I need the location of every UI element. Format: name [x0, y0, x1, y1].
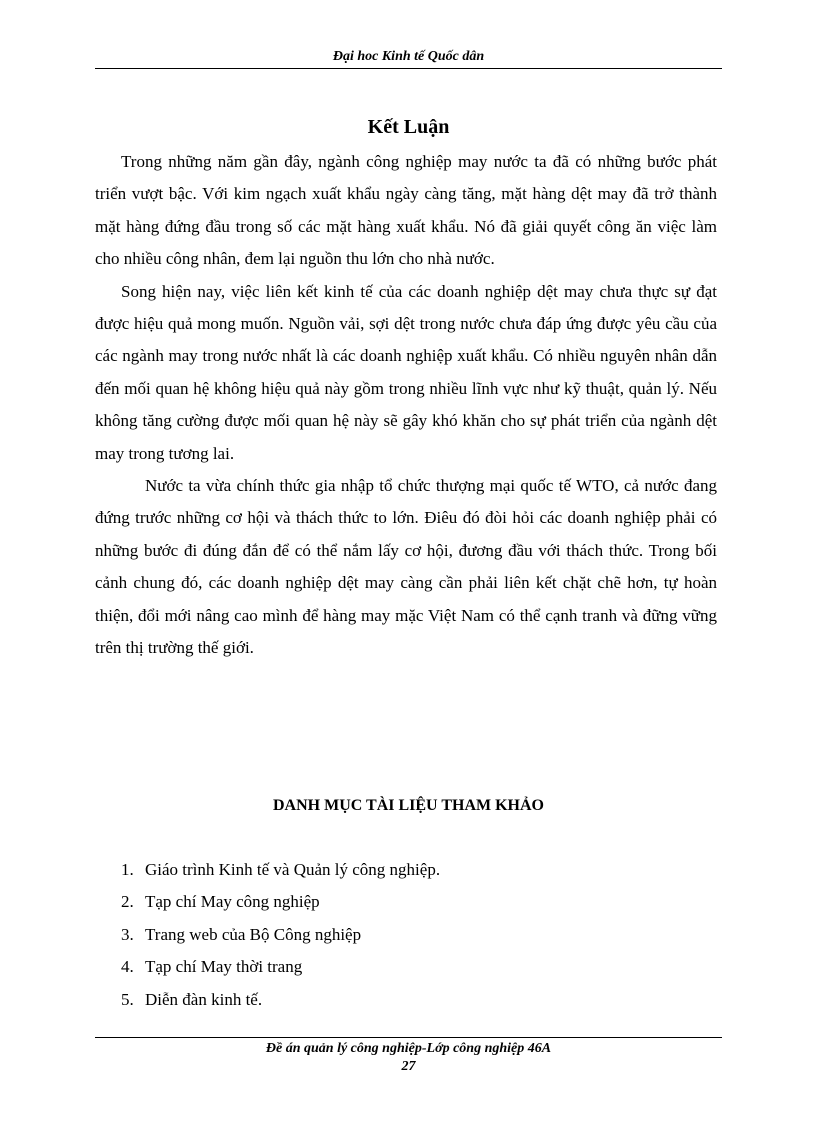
footer-divider	[95, 1037, 722, 1038]
conclusion-body	[95, 146, 717, 665]
reference-number: 2.	[121, 892, 134, 912]
reference-text: Giáo trình Kinh tế và Quản lý công nghiệp.	[145, 860, 441, 879]
reference-item	[121, 951, 440, 983]
references-title: DANH MỤC TÀI LIỆU THAM KHẢO	[273, 797, 544, 814]
reference-item	[121, 886, 440, 918]
page-number: 27	[401, 1059, 416, 1074]
page-footer	[95, 1040, 722, 1076]
reference-text: Tạp chí May thời trang	[145, 957, 303, 977]
reference-number: 1.	[121, 860, 134, 879]
footer-text: Đề án quản lý công nghiệp-Lớp công nghiệp 46A	[265, 1041, 552, 1056]
reference-text: Tạp chí May công nghiệp	[145, 892, 320, 912]
reference-item	[121, 854, 440, 886]
reference-number: 5.	[121, 989, 134, 1009]
paragraph-1: Trong những năm gần đây, ngành công nghiệp may nước ta đã có những bước phát triển vượt bậc. Với kim ngạch xuất khẩu ngày càng tăng, mặt hàng dệt may đã trở thành mặt hàng đứng đầu trong số các mặt hàng xuất khẩu. Nó đã giải quyết công ăn việc làm cho nhiều công nhân, đem lại nguồn thu lớn cho nhà nước.	[95, 152, 717, 269]
page-title: Kết Luận	[367, 116, 450, 138]
references-list	[121, 854, 440, 1016]
reference-text: Diễn đàn kinh tế.	[145, 989, 263, 1009]
page-header: Đại hoc Kinh tế Quốc dân	[332, 49, 485, 64]
reference-text: Trang web của Bộ Công nghiệp	[145, 924, 362, 944]
reference-number: 4.	[121, 957, 134, 977]
reference-number: 3.	[121, 924, 134, 944]
header-divider	[95, 68, 722, 69]
reference-item	[121, 984, 440, 1016]
reference-item	[121, 919, 440, 951]
paragraph-3: Nước ta vừa chính thức gia nhập tổ chức thượng mại quốc tế WTO, cả nước đang đứng trước những cơ hội và thách thức to lớn. Điêu đó đòi hỏi các doanh nghiệp phải có những bước đi đúng đắn để có thể nắm lấy cơ hội, đương đầu với thách thức. Trong bối cảnh chung đó, các doanh nghiệp dệt may càng cần phải liên kết chặt chẽ hơn, tự hoàn thiện, đổi mới nâng cao mình để hàng may mặc Việt Nam có thể cạnh tranh và đững vững trên thị trường thế giới.	[95, 476, 717, 658]
paragraph-2: Song hiện nay, việc liên kết kinh tế của các doanh nghiệp dệt may chưa thực sự đạt được hiệu quả mong muốn. Nguồn vải, sợi dệt trong nước chưa đáp ứng được yêu cầu của các ngành may trong nước nhất là các doanh nghiệp xuất khẩu. Có nhiều nguyên nhân dẫn đến mối quan hệ không hiệu quả này gồm trong nhiều lĩnh vực như kỹ thuật, quản lý. Nếu không tăng cường được mối quan hệ này sẽ gây khó khăn cho sự phát triển của ngành dệt may trong tương lai.	[95, 281, 717, 463]
